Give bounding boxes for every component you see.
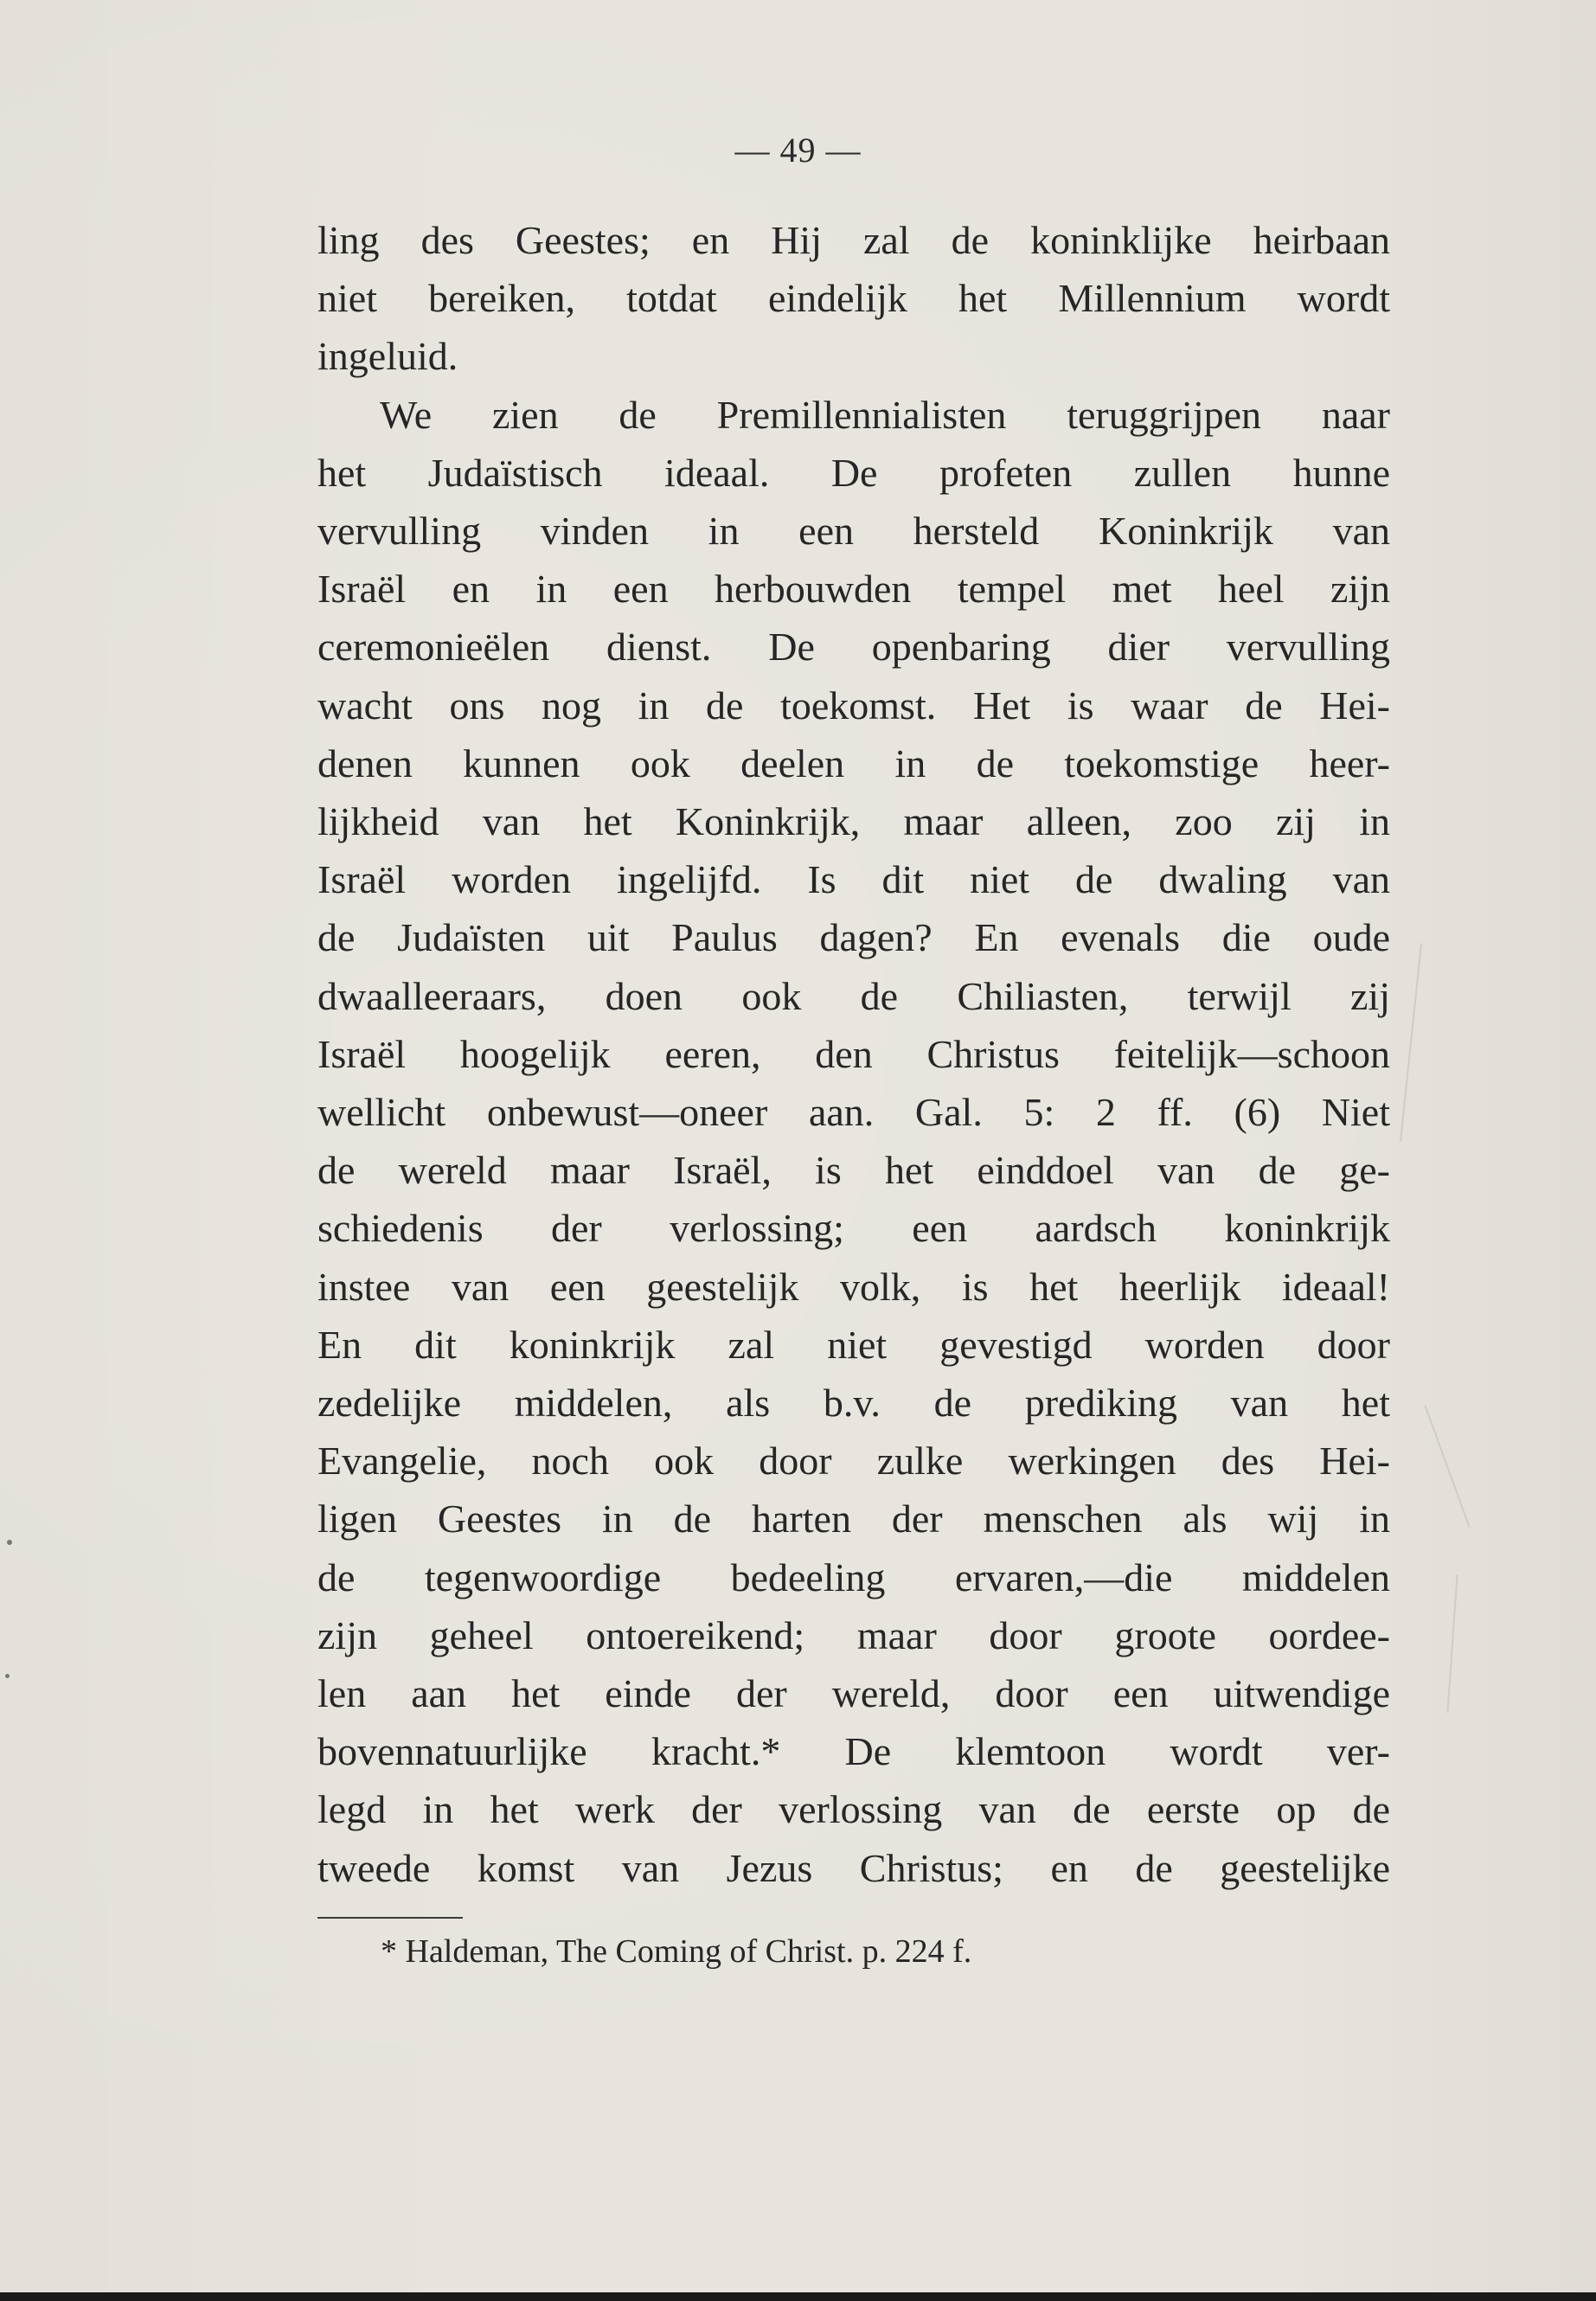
- text-line: Israël hoogelijk eeren, den Christus feitelijk—schoon: [317, 1031, 1390, 1076]
- text-line: schiedenis der verlossing; een aardsch koninkrijk: [317, 1206, 1390, 1251]
- text-line: ligen Geestes in de harten der menschen als wij in: [317, 1497, 1390, 1541]
- text-line: de tegenwoordige bedeeling ervaren,—die middelen: [317, 1554, 1390, 1599]
- text-line: dwaalleeraars, doen ook de Chiliasten, terwijl zij: [317, 973, 1390, 1018]
- text-line: Israël worden ingelijfd. Is dit niet de dwaling van: [317, 857, 1390, 902]
- text-line: ingeluid.: [317, 334, 458, 379]
- ink-speck: [7, 1540, 12, 1545]
- text-line: het Judaïstisch ideaal. De profeten zullen hunne: [317, 450, 1390, 495]
- pencil-margin-mark: [1400, 944, 1422, 1142]
- text-line: wacht ons nog in de toekomst. Het is waar de Hei-: [317, 683, 1390, 727]
- text-line: tweede komst van Jezus Christus; en de geestelijke: [317, 1845, 1390, 1890]
- text-line: Evangelie, noch ook door zulke werkingen des Hei-: [317, 1439, 1390, 1484]
- pencil-margin-mark: [1446, 1574, 1458, 1713]
- text-line: denen kunnen ook deelen in de toekomstige heer-: [317, 740, 1390, 785]
- text-line: ceremonieëlen dienst. De openbaring dier vervulling: [317, 625, 1390, 670]
- text-line: zedelijke middelen, als b.v. de prediking van het: [317, 1381, 1390, 1426]
- footnote: * Haldeman, The Coming of Christ. p. 224 f.: [381, 1933, 972, 1970]
- text-line: ling des Geestes; en Hij zal de koninklijke heirbaan: [317, 218, 1390, 262]
- text-line: bovennatuurlijke kracht.* De klemtoon wordt ver-: [317, 1729, 1390, 1774]
- text-line: len aan het einde der wereld, door een uitwendige: [317, 1671, 1390, 1716]
- text-line: niet bereiken, totdat eindelijk het Millennium wordt: [317, 276, 1390, 321]
- text-line: legd in het werk der verlossing van de eerste op de: [317, 1787, 1390, 1832]
- ink-speck: [5, 1674, 10, 1678]
- text-line: wellicht onbewust—oneer aan. Gal. 5: 2 ff. (6) Niet: [317, 1090, 1390, 1135]
- body-text: [317, 211, 1390, 1897]
- page-number: — 49 —: [734, 131, 862, 170]
- text-line: En dit koninkrijk zal niet gevestigd worden door: [317, 1322, 1390, 1367]
- text-line: vervulling vinden in een hersteld Koninkrijk van: [317, 509, 1390, 554]
- text-line: de Judaïsten uit Paulus dagen? En evenals die oude: [317, 915, 1390, 960]
- footnote-divider: [317, 1917, 463, 1919]
- text-line: instee van een geestelijk volk, is het heerlijk ideaal!: [317, 1264, 1390, 1309]
- text-line: Israël en in een herbouwden tempel met heel zijn: [317, 567, 1390, 612]
- text-line: de wereld maar Israël, is het einddoel van de ge-: [317, 1148, 1390, 1193]
- text-line: zijn geheel ontoereikend; maar door groote oordee-: [317, 1612, 1390, 1657]
- text-line: We zien de Premillennialisten teruggrijpen naar: [380, 392, 1390, 437]
- text-line: lijkheid van het Koninkrijk, maar alleen, zoo zij in: [317, 799, 1390, 844]
- pencil-margin-mark: [1424, 1405, 1470, 1528]
